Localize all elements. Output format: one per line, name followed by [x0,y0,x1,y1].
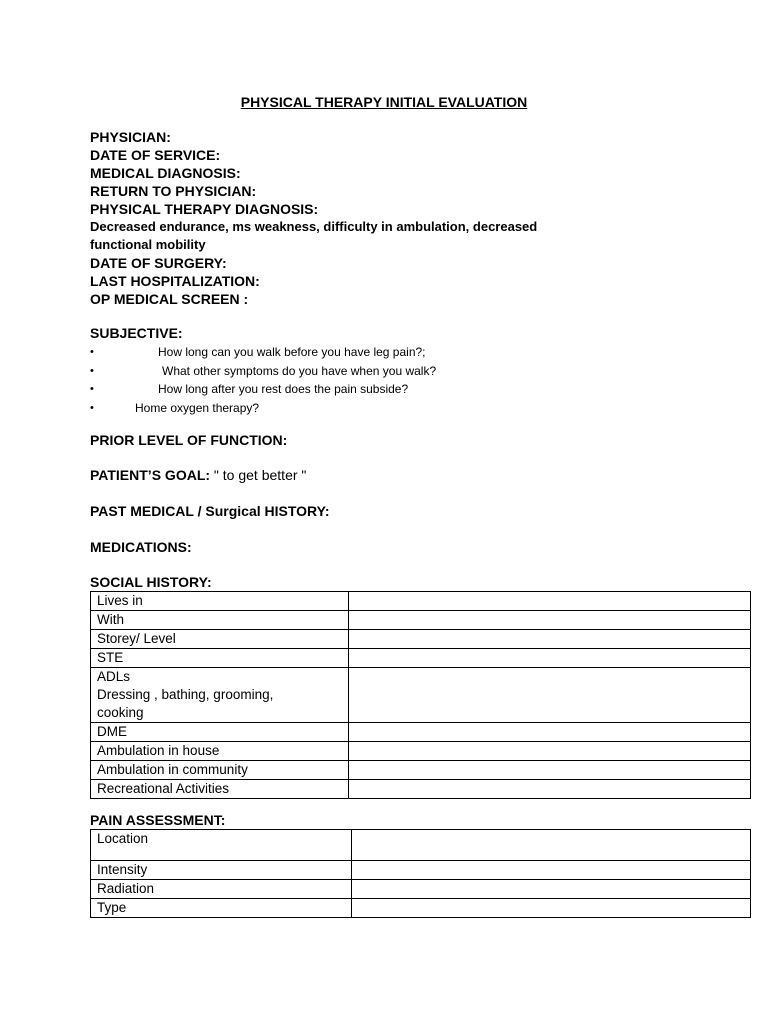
table-row [91,899,751,918]
table-cell-label: Type [91,899,352,918]
date-of-service-field: DATE OF SERVICE: [90,147,221,163]
table-cell-label: Radiation [91,880,352,899]
last-hospitalization-field: LAST HOSPITALIZATION: [90,273,260,289]
list-item [90,380,690,399]
table-cell-value[interactable] [351,861,750,880]
list-item-text: How long can you walk before you have leg pain?; [158,345,426,359]
document-title: PHYSICAL THERAPY INITIAL EVALUATION [240,94,528,110]
table-cell-value[interactable] [348,649,750,668]
adls-detail-line2: cooking [97,705,144,720]
table-row [91,592,751,611]
bullet-icon: • [90,383,94,395]
medical-diagnosis-field: MEDICAL DIAGNOSIS: [90,165,241,181]
table-row [91,830,751,861]
physician-field: PHYSICIAN: [90,129,171,145]
table-cell-label: Location [91,830,352,861]
table-cell-value[interactable] [348,592,750,611]
table-cell-value[interactable] [348,668,750,723]
patient-goal [90,467,306,483]
table-cell-label: Ambulation in community [91,761,349,780]
table-cell-value[interactable] [348,630,750,649]
social-history-heading: SOCIAL HISTORY: [90,574,212,590]
adls-detail-line1: Dressing , bathing, grooming, [97,687,274,702]
pt-diagnosis-text-line2: functional mobility [90,237,206,252]
op-medical-screen-field: OP MEDICAL SCREEN : [90,291,249,307]
medications-heading: MEDICATIONS: [90,539,192,555]
table-row [91,668,751,723]
bullet-icon: • [90,401,94,414]
past-history-heading: PAST MEDICAL / Surgical HISTORY: [90,503,330,519]
bullet-icon: • [90,346,94,358]
list-item-text: What other symptoms do you have when you walk? [162,363,437,378]
subjective-list [90,343,690,417]
table-cell-label [91,668,349,723]
pain-assessment-heading: PAIN ASSESSMENT: [90,812,226,828]
table-row [91,723,751,742]
table-cell-label: With [91,611,349,630]
pt-diagnosis-field: PHYSICAL THERAPY DIAGNOSIS: [90,201,319,217]
table-cell-value[interactable] [348,761,750,780]
table-row [91,880,751,899]
subjective-heading: SUBJECTIVE: [90,325,183,341]
list-item-text: Home oxygen therapy? [135,400,260,415]
pain-assessment-table [90,829,751,918]
table-row [91,761,751,780]
table-row [91,630,751,649]
table-row [91,861,751,880]
prior-level-heading: PRIOR LEVEL OF FUNCTION: [90,432,288,448]
table-cell-label: Intensity [91,861,352,880]
table-cell-label: DME [91,723,349,742]
table-row [91,611,751,630]
bullet-icon: • [90,364,94,377]
adls-label: ADLs [97,669,131,684]
list-item [90,399,690,418]
table-cell-label: Lives in [91,592,349,611]
table-cell-value[interactable] [348,780,750,799]
table-cell-value[interactable] [351,899,750,918]
pt-diagnosis-text-line1: Decreased endurance, ms weakness, difficulty in ambulation, decreased [90,219,538,234]
list-item [90,362,690,381]
return-to-physician-field: RETURN TO PHYSICIAN: [90,183,257,199]
table-row [91,780,751,799]
table-cell-label: Recreational Activities [91,780,349,799]
date-of-surgery-field: DATE OF SURGERY: [90,255,227,271]
table-cell-value[interactable] [351,880,750,899]
table-cell-value[interactable] [348,611,750,630]
table-row [91,649,751,668]
table-cell-value[interactable] [348,723,750,742]
table-cell-label: Storey/ Level [91,630,349,649]
table-cell-label: Ambulation in house [91,742,349,761]
table-row [91,742,751,761]
header-fields [90,128,690,308]
patient-goal-label: PATIENT’S GOAL: [90,467,211,483]
list-item [90,343,690,362]
table-cell-label: STE [91,649,349,668]
table-cell-value[interactable] [348,742,750,761]
social-history-table [90,591,751,799]
patient-goal-value: " to get better " [210,467,307,483]
list-item-text: How long after you rest does the pain subside? [158,382,409,396]
table-cell-value[interactable] [351,830,750,861]
